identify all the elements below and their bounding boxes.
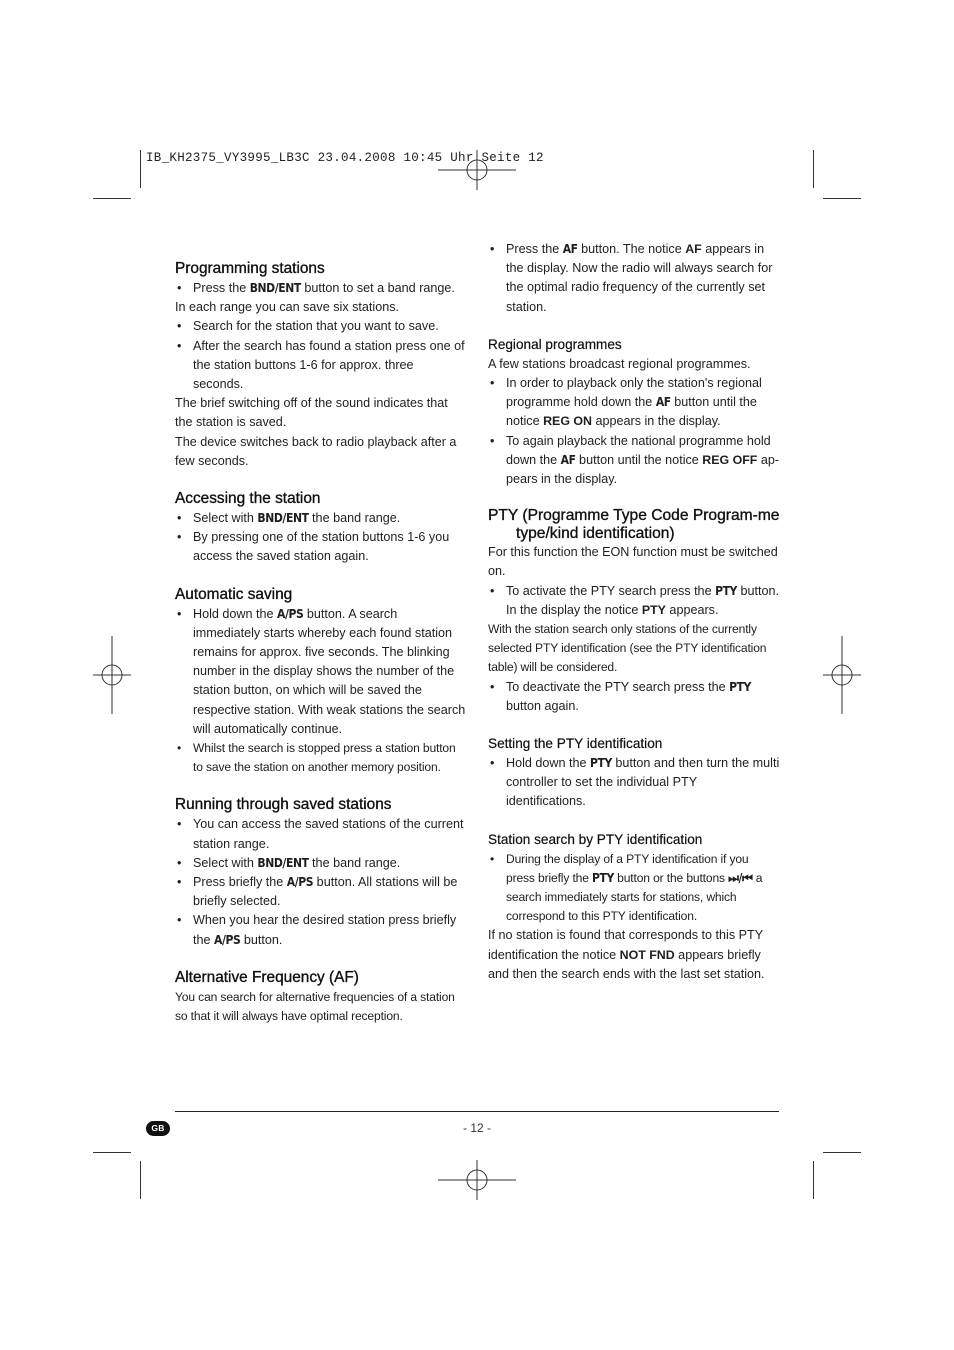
section-station-search-pty — [488, 830, 780, 984]
list-item: • When you hear the desired station press briefly the A/PS button. — [175, 911, 467, 949]
paragraph: The device switches back to radio playback after a few seconds. — [175, 434, 457, 468]
paragraph: A few stations broadcast regional programmes. — [488, 356, 751, 371]
list-running — [175, 815, 467, 949]
list-item: • To again playback the national programme hold down the AF button until the notice REG OFF ap-pears in the display. — [488, 432, 780, 490]
heading-automatic-saving: Automatic saving — [175, 585, 293, 603]
key-af: AF — [560, 452, 576, 467]
key-bnd-ent: BND/ENT — [249, 281, 301, 295]
heading-running-saved-stations: Running through saved stations — [175, 796, 392, 814]
key-a-ps: A/PS — [277, 606, 304, 621]
list-item: • To activate the PTY search press the PTY button. In the display the notice PTY appears. — [488, 582, 780, 620]
key-pty: PTY — [592, 870, 614, 885]
list-item: • Press briefly the A/PS button. All stations will be briefly selected. — [175, 873, 467, 911]
key-a-ps: A/PS — [286, 875, 314, 890]
crop-mark-top-right-h — [823, 198, 861, 199]
heading-setting-pty: Setting the PTY identification — [488, 736, 663, 752]
key-af: AF — [562, 242, 578, 256]
list-item: • Hold down the A/PS button. A search immediately starts whereby each found station remains for approx. five seconds. The blinking number in the display shows the number of the station button, on which will be saved the respective station. With weak stations the search will automatically continue. — [175, 605, 467, 739]
list-item: • Select with BND/ENT the band range. — [175, 854, 467, 873]
key-pty: PTY — [715, 583, 737, 598]
key-bnd-ent: BND/ENT — [257, 511, 309, 526]
list-item: • You can access the saved stations of the current station range. — [175, 815, 467, 853]
registration-mark-bottom — [438, 1141, 516, 1219]
list-regional — [488, 374, 780, 489]
notice-not-fnd: NOT FND — [619, 947, 675, 962]
list-programming-1 — [175, 279, 467, 298]
notice-reg-off: REG OFF — [702, 452, 758, 467]
key-bnd-ent: BND/ENT — [257, 855, 309, 870]
list-accessing — [175, 509, 467, 567]
list-programming-2 — [175, 317, 467, 394]
list-setting — [488, 754, 780, 812]
list-item: • Search for the station that you want to save. — [175, 317, 467, 336]
list-item: • During the display of a PTY identification if you press briefly the PTY button or the buttons ⏭/⏮ a search immediately starts for stations, which correspond to this PTY identification. — [488, 850, 780, 927]
registration-mark-top — [438, 131, 516, 209]
list-af — [488, 240, 780, 317]
crop-mark-bottom-right-v — [813, 1161, 814, 1199]
registration-mark-right — [803, 636, 881, 714]
registration-mark-left — [73, 636, 151, 714]
heading-pty: PTY (Programme Type Code Program-me type/kind identification) — [488, 507, 780, 543]
key-pty: PTY — [729, 679, 751, 694]
section-af-continued — [488, 240, 780, 317]
list-item: • After the search has found a station press one of the station buttons 1-6 for approx. three seconds. — [175, 337, 467, 395]
print-slug: IB_KH2375_VY3995_LB3C 23.04.2008 10:45 Uhr Seite 12 — [146, 151, 544, 165]
heading-programming-stations: Programming stations — [175, 260, 325, 277]
crop-mark-top-left-h — [93, 198, 131, 199]
crop-mark-bottom-left-v — [140, 1161, 141, 1199]
list-pty-2 — [488, 678, 780, 716]
section-setting-pty — [488, 734, 780, 812]
section-alternative-frequency — [175, 968, 467, 1026]
list-pty-1 — [488, 582, 780, 620]
paragraph: For this function the EON function must be switched on. — [488, 545, 778, 579]
crop-mark-top-left-v — [140, 150, 141, 188]
crop-mark-bottom-left-h — [93, 1152, 131, 1153]
key-af: AF — [655, 395, 671, 410]
section-automatic-saving — [175, 585, 467, 778]
left-column — [175, 259, 467, 1026]
section-accessing-station — [175, 489, 467, 567]
list-item: • Select with BND/ENT the band range. — [175, 509, 467, 528]
crop-mark-bottom-right-h — [823, 1152, 861, 1153]
language-badge-gb: GB — [146, 1121, 170, 1136]
crop-mark-top-right-v — [813, 150, 814, 188]
footer-rule — [175, 1111, 779, 1112]
notice-pty: PTY — [641, 602, 666, 617]
paragraph: In each range you can save six stations. — [175, 300, 400, 315]
list-item: • By pressing one of the station buttons 1-6 you access the saved station again. — [175, 528, 467, 566]
right-column — [488, 240, 780, 984]
paragraph: If no station is found that corresponds to this PTY identification the notice NOT FND appears briefly and then the search ends with the last set station. — [488, 928, 765, 981]
skip-buttons-icon: ⏭/⏮ — [728, 870, 753, 885]
notice-reg-on: REG ON — [543, 414, 592, 429]
list-automatic — [175, 605, 467, 778]
list-search — [488, 850, 780, 927]
section-pty — [488, 507, 780, 716]
heading-station-search-pty: Station search by PTY identification — [488, 831, 703, 847]
heading-regional-programmes: Regional programmes — [488, 336, 622, 352]
list-item: • To deactivate the PTY search press the PTY button again. — [488, 678, 780, 716]
paragraph: With the station search only stations of the currently selected PTY identification (see the PTY identification table) will be considered. — [488, 622, 767, 675]
list-item: • Hold down the PTY button and then turn the multi controller to set the individual PTY identifications. — [488, 754, 780, 812]
list-item: • Whilst the search is stopped press a station button to save the station on another memory position. — [175, 739, 467, 777]
page-number: - 12 - — [462, 1121, 491, 1135]
section-running-saved-stations — [175, 795, 467, 949]
heading-accessing-station: Accessing the station — [175, 490, 321, 508]
list-item: • Press the BND/ENT button to set a band range. — [175, 279, 467, 298]
paragraph: The brief switching off of the sound indicates that the station is saved. — [175, 396, 448, 430]
list-item: • Press the AF button. The notice AF appears in the display. Now the radio will always search for the optimal radio frequency of the currently set station. — [488, 240, 780, 317]
heading-alternative-frequency: Alternative Frequency (AF) — [175, 968, 359, 986]
key-pty: PTY — [590, 756, 612, 771]
list-item: • In order to playback only the station's regional programme hold down the AF button until the notice REG ON appears in the display. — [488, 374, 780, 432]
notice-af: AF — [685, 242, 702, 256]
section-regional-programmes — [488, 335, 780, 489]
paragraph: You can search for alternative frequencies of a station so that it will always have optimal reception. — [175, 989, 455, 1024]
section-programming-stations — [175, 259, 467, 471]
key-a-ps: A/PS — [214, 932, 241, 947]
